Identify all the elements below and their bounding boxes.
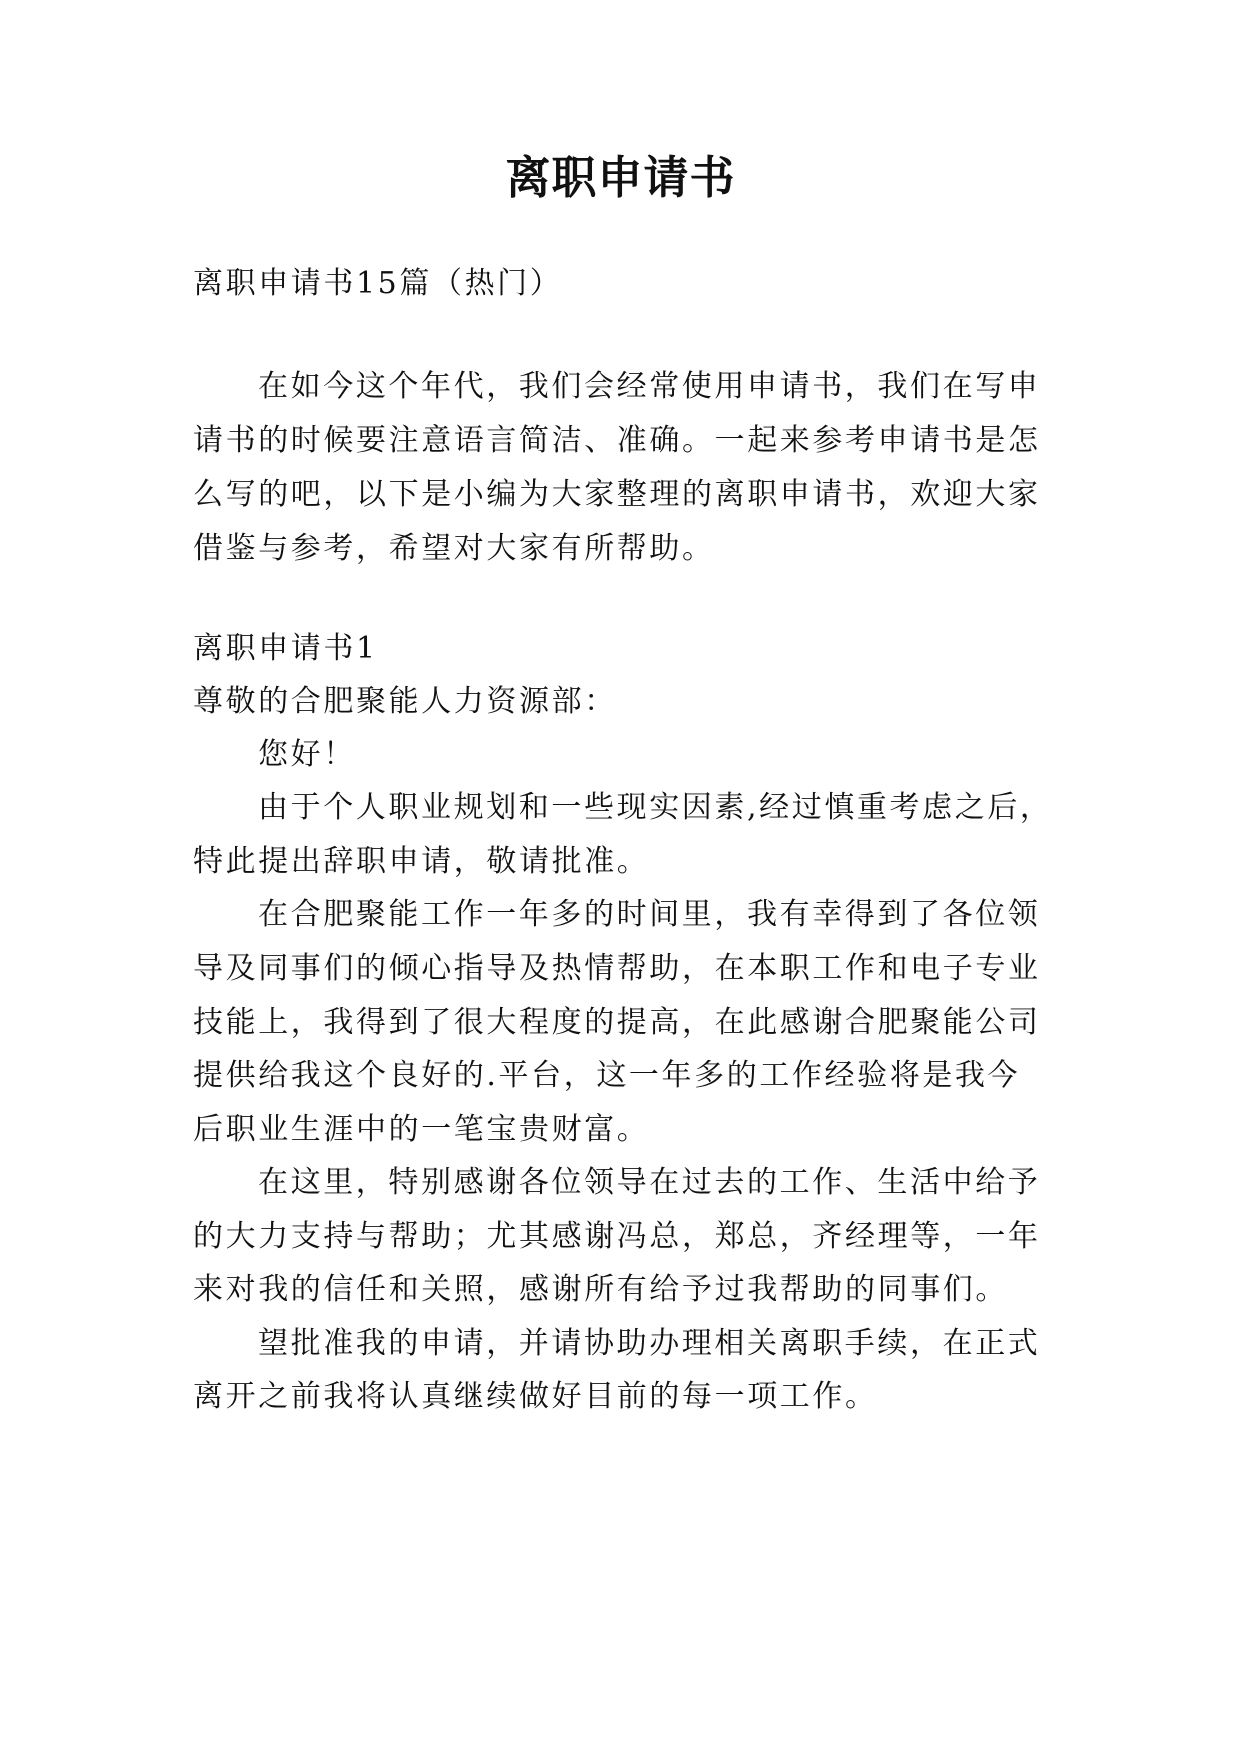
- greeting: 您好！: [258, 737, 356, 772]
- body-line: 技能上，我得到了很大程度的提高，在此感谢合肥聚能公司: [193, 1005, 1041, 1040]
- body-line: 导及同事们的倾心指导及热情帮助，在本职工作和电子专业: [193, 951, 1041, 986]
- salutation: 尊敬的合肥聚能人力资源部：: [193, 684, 617, 719]
- body-line: 后职业生涯中的一笔宝贵财富。: [193, 1112, 650, 1147]
- body-line: 提供给我这个良好的.平台，这一年多的工作经验将是我今: [193, 1058, 1021, 1093]
- body-line: 由于个人职业规划和一些现实因素,经过慎重考虑之后，: [258, 790, 1053, 825]
- intro-line: 请书的时候要注意语言简洁、准确。一起来参考申请书是怎: [193, 423, 1041, 458]
- body-line: 来对我的信任和关照，感谢所有给予过我帮助的同事们。: [193, 1272, 1008, 1307]
- intro-line: 在如今这个年代，我们会经常使用申请书，我们在写申: [258, 369, 1041, 404]
- document-title: 离职申请书: [505, 151, 736, 204]
- document-subtitle: 离职申请书15篇（热门）: [193, 266, 563, 301]
- body-line: 望批准我的申请，并请协助办理相关离职手续，在正式: [258, 1326, 1041, 1361]
- body-line: 在这里，特别感谢各位领导在过去的工作、生活中给予: [258, 1165, 1041, 1200]
- body-line: 特此提出辞职申请，敬请批准。: [193, 844, 650, 879]
- intro-line: 借鉴与参考，希望对大家有所帮助。: [193, 531, 715, 566]
- intro-line: 么写的吧，以下是小编为大家整理的离职申请书，欢迎大家: [193, 477, 1041, 512]
- section-heading: 离职申请书1: [193, 631, 378, 666]
- body-line: 在合肥聚能工作一年多的时间里，我有幸得到了各位领: [258, 897, 1041, 932]
- body-line: 离开之前我将认真继续做好目前的每一项工作。: [193, 1379, 878, 1414]
- body-line: 的大力支持与帮助；尤其感谢冯总，郑总，齐经理等，一年: [193, 1219, 1041, 1254]
